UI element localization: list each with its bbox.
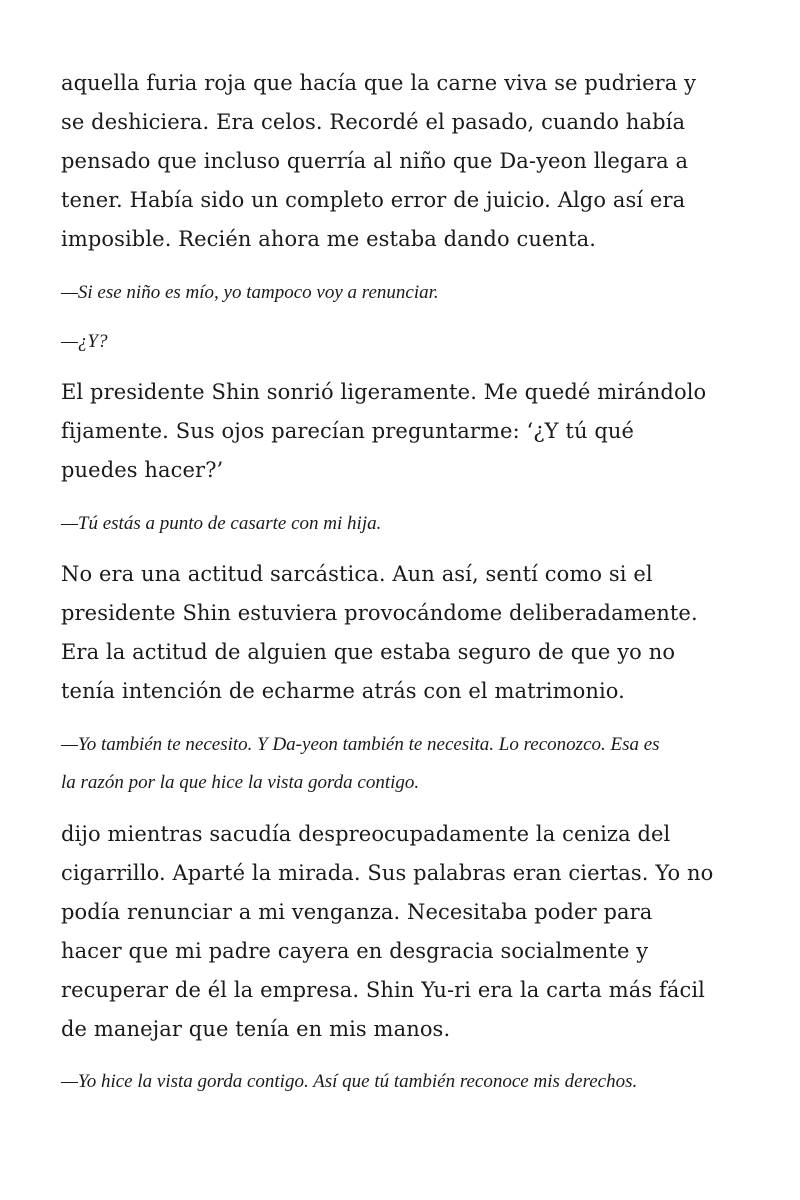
text-line: tenía intención de echarme atrás con el matrimonio. [61, 679, 625, 703]
text-line: —Tú estás a punto de casarte con mi hija. [61, 513, 382, 534]
text-line: imposible. Recién ahora me estaba dando cuenta. [61, 227, 597, 251]
dialogue-line [61, 323, 741, 361]
text-line: tener. Había sido un completo error de juicio. Algo así era [61, 188, 686, 212]
text-line: aquella furia roja que hacía que la carne viva se pudriera y [61, 71, 697, 95]
book-page [61, 0, 741, 1200]
text-line: —¿Y? [61, 331, 108, 352]
text-line: de manejar que tenía en mis manos. [61, 1017, 451, 1041]
narration-paragraph [61, 64, 741, 259]
dialogue-line [61, 274, 741, 312]
dialogue-line [61, 726, 741, 802]
dialogue-line [61, 505, 741, 543]
text-line: —Yo hice la vista gorda contigo. Así que tú también reconoce mis derechos. [61, 1071, 638, 1092]
dialogue-line [61, 1063, 741, 1101]
text-line: hacer que mi padre cayera en desgracia socialmente y [61, 939, 649, 963]
text-line: pensado que incluso querría al niño que Da-yeon llegara a [61, 149, 689, 173]
text-line: El presidente Shin sonrió ligeramente. Me quedé mirándolo [61, 380, 707, 404]
text-line: dijo mientras sacudía despreocupadamente la ceniza del [61, 822, 671, 846]
text-line: podía renunciar a mi venganza. Necesitaba poder para [61, 900, 653, 924]
text-line: la razón por la que hice la vista gorda contigo. [61, 772, 420, 793]
text-line: cigarrillo. Aparté la mirada. Sus palabras eran ciertas. Yo no [61, 861, 714, 885]
text-line: presidente Shin estuviera provocándome deliberadamente. [61, 601, 698, 625]
text-line: —Si ese niño es mío, yo tampoco voy a renunciar. [61, 282, 439, 303]
text-line: recuperar de él la empresa. Shin Yu-ri era la carta más fácil [61, 978, 705, 1002]
text-line: Era la actitud de alguien que estaba seguro de que yo no [61, 640, 676, 664]
text-line: No era una actitud sarcástica. Aun así, sentí como si el [61, 562, 653, 586]
text-line: puedes hacer?’ [61, 458, 224, 482]
narration-paragraph [61, 373, 741, 490]
text-line: —Yo también te necesito. Y Da-yeon también te necesita. Lo reconozco. Esa es [61, 734, 660, 755]
text-line: se deshiciera. Era celos. Recordé el pasado, cuando había [61, 110, 686, 134]
narration-paragraph [61, 555, 741, 711]
narration-paragraph [61, 815, 741, 1049]
text-line: fijamente. Sus ojos parecían preguntarme: ‘¿Y tú qué [61, 419, 635, 443]
